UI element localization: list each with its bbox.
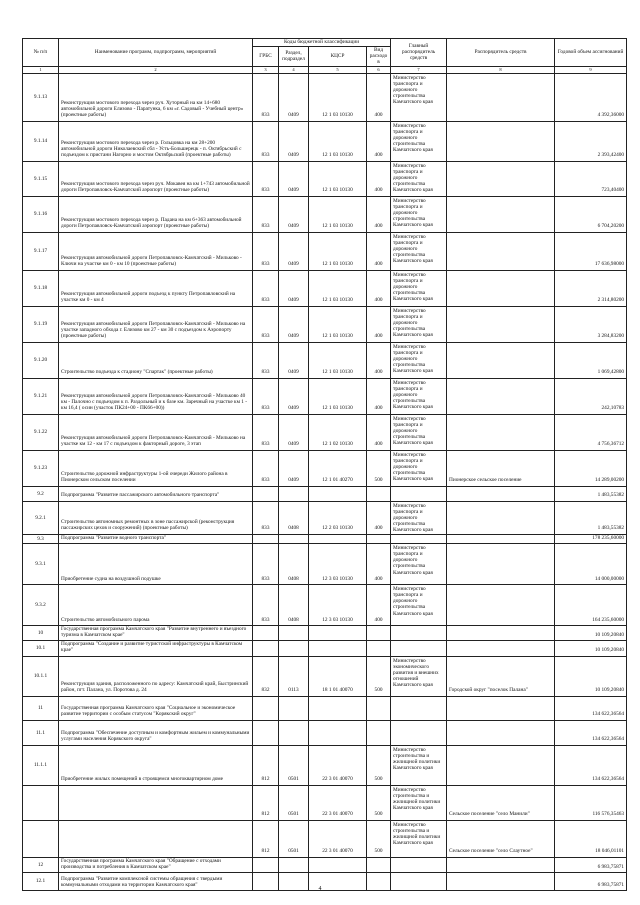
- row-name: Подпрограмма "Развитие водного транспорта": [59, 534, 253, 543]
- row-number: 9.1.18: [23, 270, 59, 306]
- row-executor: Сельское поселение "село Слаутное": [447, 820, 555, 857]
- row-responsible: Министерство строительства и жилищной политики Камчатского края: [391, 785, 447, 820]
- table-body: [23, 73, 627, 890]
- row-ksr: [309, 625, 367, 640]
- row-executor: [447, 501, 555, 534]
- row-razdel: 0409: [279, 232, 309, 270]
- table-row: [23, 270, 627, 306]
- row-grbs: 833: [253, 121, 279, 161]
- row-razdel: 0409: [279, 121, 309, 161]
- row-razdel: 0409: [279, 161, 309, 196]
- row-name: Государственная программа Камчатского края "Развитие внутреннего и въездного туризма в Камчатском крае": [59, 625, 253, 640]
- row-executor: [447, 543, 555, 584]
- index-cell: 8: [447, 66, 555, 73]
- header-resp: Главный распорядитель средств: [391, 39, 447, 67]
- row-executor: Пионерское сельское поселение: [447, 450, 555, 486]
- row-name: Подпрограмма "Развитие пассажирского автомобильного транспорта": [59, 486, 253, 501]
- row-grbs: [253, 625, 279, 640]
- row-ksr: 12 1 03 10130: [309, 306, 367, 342]
- row-name: [59, 820, 253, 857]
- row-ksr: 12 1 01 40270: [309, 450, 367, 486]
- header-razdel: Раздел, подраздел: [279, 47, 309, 67]
- row-number: 11.1.1: [23, 745, 59, 785]
- row-grbs: [253, 486, 279, 501]
- row-grbs: 833: [253, 342, 279, 378]
- row-number: 10.1: [23, 641, 59, 656]
- header-exec: Распорядитель средств: [447, 39, 555, 67]
- row-ksr: 12 1 02 10130: [309, 414, 367, 450]
- header-index-row: [23, 66, 627, 73]
- row-razdel: 0409: [279, 306, 309, 342]
- row-name: Реконструкция здания, расположенного по адресу: Камчатский край, Быстринский район, пгт. Палана, ул. Поротова д. 24: [59, 656, 253, 696]
- row-responsible: [391, 857, 447, 872]
- table-row: [23, 656, 627, 696]
- row-razdel: 0408: [279, 501, 309, 534]
- table-row: [23, 306, 627, 342]
- row-executor: [447, 161, 555, 196]
- row-number: 11.1: [23, 720, 59, 745]
- row-grbs: 812: [253, 745, 279, 785]
- row-sum: 178 235,60000: [555, 534, 627, 543]
- row-sum: 17 636,98000: [555, 232, 627, 270]
- row-sum: 3 284,83200: [555, 306, 627, 342]
- table-row: [23, 641, 627, 656]
- row-ksr: 12 1 03 10130: [309, 161, 367, 196]
- row-razdel: 0409: [279, 378, 309, 414]
- row-sum: 18 046,01101: [555, 820, 627, 857]
- row-number: 9.3: [23, 534, 59, 543]
- row-responsible: [391, 534, 447, 543]
- row-vr: [367, 857, 391, 872]
- row-sum: 6 983,75871: [555, 873, 627, 891]
- row-number: 9.1.19: [23, 306, 59, 342]
- row-executor: Городской округ "поселок Палана": [447, 656, 555, 696]
- budget-table: [22, 38, 627, 891]
- row-number: 10.1.1: [23, 656, 59, 696]
- row-vr: 400: [367, 232, 391, 270]
- table-row: [23, 486, 627, 501]
- row-number: 12.1: [23, 873, 59, 891]
- row-grbs: 833: [253, 501, 279, 534]
- row-grbs: 833: [253, 414, 279, 450]
- index-cell: 7: [391, 66, 447, 73]
- row-sum: 1 069,42800: [555, 342, 627, 378]
- row-vr: 400: [367, 161, 391, 196]
- row-name: Подпрограмма "Развитие комплексной системы обращения с твердыми коммунальными отходами на территории Камчатского края": [59, 873, 253, 891]
- row-number: 12: [23, 857, 59, 872]
- row-executor: [447, 625, 555, 640]
- row-sum: 134 622,36564: [555, 696, 627, 720]
- page-number: 4: [318, 886, 322, 892]
- row-name: Реконструкция автомобильной дороги Петропавловск-Камчатский - Мильково - Ключи на участке км 0 - км 10 (проектные работы): [59, 232, 253, 270]
- row-number: 9.1.21: [23, 378, 59, 414]
- row-razdel: 0501: [279, 745, 309, 785]
- row-responsible: Министерство транспорта и дорожного строительства Камчатского края: [391, 121, 447, 161]
- row-responsible: Министерство транспорта и дорожного строительства Камчатского края: [391, 414, 447, 450]
- row-responsible: Министерство транспорта и дорожного строительства Камчатского края: [391, 196, 447, 232]
- row-grbs: 833: [253, 270, 279, 306]
- row-responsible: Министерство транспорта и дорожного строительства Камчатского края: [391, 342, 447, 378]
- row-number: 9.1.13: [23, 73, 59, 121]
- row-name: Строительство автономных ремонтных в зоне пассажирской (реконструкция пассажирских цехов и сооружений) (проектные работы): [59, 501, 253, 534]
- row-sum: 2 314,80200: [555, 270, 627, 306]
- row-name: Строительство дорожной инфраструктуры 1-ой очереди Жилого района в Пионерском сельском поселении: [59, 450, 253, 486]
- row-ksr: [309, 486, 367, 501]
- row-sum: 134 622,36564: [555, 720, 627, 745]
- table-row: [23, 342, 627, 378]
- table-row: [23, 450, 627, 486]
- row-grbs: 833: [253, 161, 279, 196]
- row-ksr: 12 1 03 10130: [309, 232, 367, 270]
- row-razdel: 0408: [279, 543, 309, 584]
- header-grbs: ГРБС: [253, 47, 279, 67]
- row-ksr: 12 2 03 10130: [309, 501, 367, 534]
- row-executor: Сельское поселение "село Манили": [447, 785, 555, 820]
- row-sum: 2 393,42400: [555, 121, 627, 161]
- table-row: [23, 121, 627, 161]
- row-executor: [447, 534, 555, 543]
- row-ksr: [309, 696, 367, 720]
- row-razdel: [279, 720, 309, 745]
- row-vr: 400: [367, 73, 391, 121]
- row-number: 9.1.14: [23, 121, 59, 161]
- row-sum: 4 756,36712: [555, 414, 627, 450]
- row-vr: 500: [367, 820, 391, 857]
- row-ksr: 12 3 03 10130: [309, 584, 367, 625]
- row-sum: 10 109,20840: [555, 656, 627, 696]
- row-responsible: Министерство транспорта и дорожного строительства Камчатского края: [391, 450, 447, 486]
- row-razdel: [279, 857, 309, 872]
- header-ksr: КЦСР: [309, 47, 367, 67]
- row-ksr: 22 3 01 40070: [309, 785, 367, 820]
- row-razdel: [279, 641, 309, 656]
- table-row: [23, 73, 627, 121]
- index-cell: 2: [59, 66, 253, 73]
- row-executor: [447, 270, 555, 306]
- row-sum: 1 483,55382: [555, 486, 627, 501]
- row-name: Подпрограмма "Создание и развитие туристской инфраструктуры в Камчатском крае": [59, 641, 253, 656]
- row-responsible: Министерство транспорта и дорожного строительства Камчатского края: [391, 501, 447, 534]
- row-executor: [447, 584, 555, 625]
- row-ksr: 12 1 03 10130: [309, 121, 367, 161]
- row-sum: 10 109,20840: [555, 625, 627, 640]
- table-row: [23, 584, 627, 625]
- row-name: [59, 785, 253, 820]
- table-row: [23, 501, 627, 534]
- row-number: 9.2: [23, 486, 59, 501]
- row-sum: 14 289,00200: [555, 450, 627, 486]
- row-name: Строительство подъезда к стадиону "Спартак" (проектные работы): [59, 342, 253, 378]
- row-executor: [447, 73, 555, 121]
- row-name: Строительство автомобильного парома: [59, 584, 253, 625]
- row-razdel: [279, 625, 309, 640]
- table-row: [23, 785, 627, 820]
- row-vr: 400: [367, 414, 391, 450]
- row-executor: [447, 857, 555, 872]
- table-row: [23, 745, 627, 785]
- row-vr: 400: [367, 270, 391, 306]
- row-number: 9.3.2: [23, 584, 59, 625]
- header-name: Наименование программ, подпрограмм, мероприятий: [59, 39, 253, 67]
- row-name: Реконструкция автомобильной дороги Петропавловск-Камчатский - Мильково на участке км 12 - км 17 с подъездом к факторный дороге, 3 этап: [59, 414, 253, 450]
- row-razdel: 0501: [279, 785, 309, 820]
- row-name: Государственная программа Камчатского края "Социальное и экономическое развитие территории с особым статусом "Корякский округ": [59, 696, 253, 720]
- row-vr: 500: [367, 785, 391, 820]
- row-executor: [447, 414, 555, 450]
- table-row: [23, 543, 627, 584]
- table-row: [23, 534, 627, 543]
- row-ksr: 12 1 03 10130: [309, 378, 367, 414]
- row-grbs: [253, 534, 279, 543]
- row-number: 10: [23, 625, 59, 640]
- row-vr: [367, 534, 391, 543]
- row-executor: [447, 745, 555, 785]
- table-row: [23, 857, 627, 872]
- header-num: № п/п: [23, 39, 59, 67]
- row-responsible: Министерство экономического развития и внешних отношений Камчатского края: [391, 656, 447, 696]
- row-number: 9.3.1: [23, 543, 59, 584]
- row-executor: [447, 232, 555, 270]
- row-executor: [447, 696, 555, 720]
- row-number: 9.1.22: [23, 414, 59, 450]
- row-responsible: Министерство транспорта и дорожного строительства Камчатского края: [391, 232, 447, 270]
- row-sum: 1 483,55382: [555, 501, 627, 534]
- row-razdel: 0409: [279, 73, 309, 121]
- row-sum: 4 392,36000: [555, 73, 627, 121]
- row-razdel: 0409: [279, 270, 309, 306]
- index-cell: 6: [367, 66, 391, 73]
- row-sum: 134 622,36564: [555, 745, 627, 785]
- row-sum: 14 000,00000: [555, 543, 627, 584]
- row-razdel: 0113: [279, 656, 309, 696]
- row-responsible: [391, 641, 447, 656]
- row-ksr: 12 3 03 10130: [309, 543, 367, 584]
- row-responsible: Министерство транспорта и дорожного строительства Камчатского края: [391, 270, 447, 306]
- row-razdel: 0409: [279, 342, 309, 378]
- row-executor: [447, 196, 555, 232]
- row-ksr: [309, 534, 367, 543]
- row-name: Реконструкция мостового перехода через р. Гольцовка на км 28+200 автомобильной дороги Николаевский сбл - Усть-Большерецк - п. Октябрьский с подъездом к пристани Нагорно и мостом Октябрьский (проектные работы): [59, 121, 253, 161]
- index-cell: 1: [23, 66, 59, 73]
- row-name: Реконструкция мостового перехода через р. Падана на км 6+363 автомобильной дороги Петропавловск-Камчатский аэропорт (проектные работы): [59, 196, 253, 232]
- row-sum: 164 235,60000: [555, 584, 627, 625]
- row-executor: [447, 486, 555, 501]
- row-responsible: [391, 625, 447, 640]
- row-number: [23, 820, 59, 857]
- row-razdel: [279, 486, 309, 501]
- row-vr: 500: [367, 450, 391, 486]
- row-responsible: Министерство строительства и жилищной политики Камчатского края: [391, 820, 447, 857]
- table-row: [23, 232, 627, 270]
- row-grbs: [253, 720, 279, 745]
- row-razdel: 0501: [279, 820, 309, 857]
- row-ksr: 12 1 03 10130: [309, 342, 367, 378]
- row-razdel: 0409: [279, 450, 309, 486]
- row-grbs: 832: [253, 656, 279, 696]
- row-sum: 10 109,20840: [555, 641, 627, 656]
- row-responsible: [391, 696, 447, 720]
- row-responsible: Министерство транспорта и дорожного строительства Камчатского края: [391, 161, 447, 196]
- row-vr: [367, 720, 391, 745]
- row-grbs: 833: [253, 232, 279, 270]
- table-row: [23, 378, 627, 414]
- row-ksr: 12 1 03 10130: [309, 196, 367, 232]
- row-ksr: [309, 720, 367, 745]
- row-ksr: [309, 857, 367, 872]
- row-sum: 6 704,20200: [555, 196, 627, 232]
- row-number: 9.1.16: [23, 196, 59, 232]
- row-razdel: [279, 534, 309, 543]
- row-grbs: 833: [253, 73, 279, 121]
- row-responsible: Министерство транспорта и дорожного строительства Камчатского края: [391, 584, 447, 625]
- row-executor: [447, 342, 555, 378]
- row-number: 11: [23, 696, 59, 720]
- row-vr: 500: [367, 656, 391, 696]
- row-vr: 400: [367, 121, 391, 161]
- budget-table-page: [22, 38, 626, 891]
- row-ksr: [309, 641, 367, 656]
- row-ksr: 12 1 03 10130: [309, 73, 367, 121]
- row-razdel: 0409: [279, 196, 309, 232]
- header-vr: Вид расходов: [367, 47, 391, 67]
- row-name: Приобретение судна на воздушной подушке: [59, 543, 253, 584]
- row-name: Реконструкция автомобильной дороги подъезд к пункту Петропавловский на участке км 0 - км 4: [59, 270, 253, 306]
- row-name: Приобретение жилых помещений в строящемся многоквартирном доме: [59, 745, 253, 785]
- row-vr: [367, 641, 391, 656]
- row-ksr: 22 3 01 40070: [309, 820, 367, 857]
- row-vr: 400: [367, 584, 391, 625]
- row-grbs: 812: [253, 820, 279, 857]
- row-grbs: 833: [253, 543, 279, 584]
- row-grbs: 833: [253, 306, 279, 342]
- row-responsible: Министерство строительства и жилищной политики Камчатского края: [391, 745, 447, 785]
- row-responsible: Министерство транспорта и дорожного строительства Камчатского края: [391, 543, 447, 584]
- row-name: Подпрограмма "Обеспечение доступным и комфортным жильем и коммунальными услугами населения Корякского округа": [59, 720, 253, 745]
- row-sum: 723,40400: [555, 161, 627, 196]
- row-executor: [447, 306, 555, 342]
- index-cell: 4: [279, 66, 309, 73]
- header-sum: Годовой объем ассигнований: [555, 39, 627, 67]
- row-razdel: [279, 696, 309, 720]
- row-vr: 400: [367, 501, 391, 534]
- row-responsible: [391, 720, 447, 745]
- table-row: [23, 625, 627, 640]
- table-row: [23, 161, 627, 196]
- row-vr: [367, 625, 391, 640]
- row-number: 9.1.15: [23, 161, 59, 196]
- table-row: [23, 414, 627, 450]
- row-number: 9.1.23: [23, 450, 59, 486]
- row-grbs: 833: [253, 450, 279, 486]
- row-number: [23, 785, 59, 820]
- row-razdel: 0409: [279, 414, 309, 450]
- index-cell: 5: [309, 66, 367, 73]
- row-name: Реконструкция мостового перехода через руч. Мокавея на км 1+743 автомобильной дороги Петропавловск-Камчатский аэропорт (проектные работы): [59, 161, 253, 196]
- row-number: 9.2.1: [23, 501, 59, 534]
- row-grbs: 812: [253, 785, 279, 820]
- table-row: [23, 696, 627, 720]
- row-executor: [447, 121, 555, 161]
- header-codes: Коды бюджетной классификации: [253, 39, 391, 47]
- table-row: [23, 196, 627, 232]
- row-executor: [447, 378, 555, 414]
- row-sum: 116 576,35463: [555, 785, 627, 820]
- row-grbs: 833: [253, 378, 279, 414]
- row-vr: 400: [367, 306, 391, 342]
- row-sum: 6 983,75871: [555, 857, 627, 872]
- row-number: 9.1.17: [23, 232, 59, 270]
- index-cell: 9: [555, 66, 627, 73]
- row-vr: 400: [367, 196, 391, 232]
- table-row: [23, 820, 627, 857]
- index-cell: 3: [253, 66, 279, 73]
- row-name: Государственная программа Камчатского края "Обращение с отходами производства и потребления в Камчатском крае": [59, 857, 253, 872]
- row-razdel: 0408: [279, 584, 309, 625]
- row-executor: [447, 720, 555, 745]
- row-grbs: [253, 857, 279, 872]
- row-grbs: [253, 641, 279, 656]
- row-sum: 242,10783: [555, 378, 627, 414]
- row-responsible: Министерство транспорта и дорожного строительства Камчатского края: [391, 306, 447, 342]
- row-name: Реконструкция автомобильной дороги Петропавловск-Камчатский - Мильково 40 км - Палочно с подъездом к п. Раздольный и к базе км. Заречный на участке км 1 - км 16,4 ( осин (участок ПК24+00 - ПК66+00)): [59, 378, 253, 414]
- row-executor: [447, 641, 555, 656]
- row-ksr: 18 1 01 40070: [309, 656, 367, 696]
- row-name: Реконструкция автомобильной дороги Петропавловск-Камчатский - Мильково на участке западного обхода г. Елизово км 27 - км 30 с подъездом к Аэропорту (проектные работы): [59, 306, 253, 342]
- row-number: 9.1.20: [23, 342, 59, 378]
- row-responsible: [391, 486, 447, 501]
- row-vr: 500: [367, 745, 391, 785]
- table-row: [23, 720, 627, 745]
- row-responsible: Министерство транспорта и дорожного строительства Камчатского края: [391, 378, 447, 414]
- row-vr: 400: [367, 378, 391, 414]
- row-grbs: [253, 696, 279, 720]
- row-grbs: 833: [253, 584, 279, 625]
- row-vr: 400: [367, 543, 391, 584]
- row-name: Реконструкция мостового перехода через руч. Хуторный на км 14+680 автомобильной дороги Елизово - Паратунка, 6 км «г. Садовый - Учебный центр» (проектные работы): [59, 73, 253, 121]
- row-ksr: 12 1 03 10130: [309, 270, 367, 306]
- row-vr: [367, 486, 391, 501]
- row-vr: 400: [367, 342, 391, 378]
- row-ksr: 22 3 01 40070: [309, 745, 367, 785]
- row-vr: [367, 696, 391, 720]
- row-grbs: 833: [253, 196, 279, 232]
- row-responsible: Министерство транспорта и дорожного строительства Камчатского края: [391, 73, 447, 121]
